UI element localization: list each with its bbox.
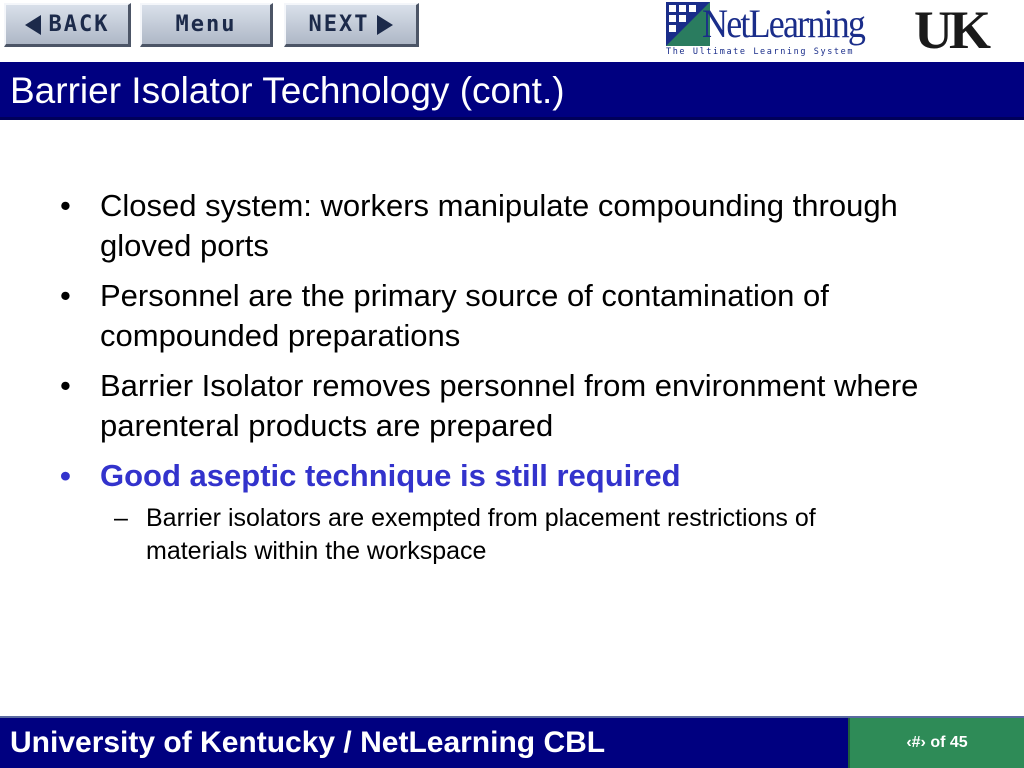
arrow-left-icon — [25, 15, 41, 35]
uk-logo: UK — [914, 0, 987, 60]
arrow-right-icon — [377, 15, 393, 35]
page-indicator — [848, 718, 1024, 768]
bullet-item — [0, 366, 920, 446]
bullet-text: Closed system: workers manipulate compounding through gloved ports — [100, 188, 898, 263]
bullet-item-highlighted — [0, 456, 920, 496]
page-indicator-text: ‹#› of 45 — [906, 734, 968, 751]
back-button-label: BACK — [48, 12, 110, 37]
bullet-dot-icon: • — [60, 368, 71, 403]
title-bar — [0, 62, 1024, 120]
bullet-text: Barrier Isolator removes personnel from environment where parenteral products are prepared — [100, 368, 919, 443]
bullet-item — [0, 186, 920, 266]
bullet-item — [0, 276, 920, 356]
netlearning-tagline: The Ultimate Learning System — [666, 47, 855, 57]
sub-bullet-text: Barrier isolators are exempted from placement restrictions of materials within the workspace — [146, 504, 816, 565]
sub-bullet-item — [0, 502, 916, 568]
bullet-dot-icon: • — [60, 458, 71, 493]
back-button[interactable] — [4, 3, 131, 47]
next-button[interactable] — [284, 3, 419, 47]
netlearning-wordmark: NetLearning — [702, 1, 865, 46]
footer-bar — [0, 716, 1024, 768]
slide-content — [0, 186, 1024, 568]
next-button-label: NEXT — [308, 12, 370, 37]
footer-text: University of Kentucky / NetLearning CBL — [10, 726, 606, 759]
bullet-text: Personnel are the primary source of contamination of compounded preparations — [100, 278, 829, 353]
sub-bullet-dash-icon: – — [114, 504, 128, 532]
slide-title: Barrier Isolator Technology (cont.) — [10, 70, 565, 111]
netlearning-logo — [664, 0, 874, 60]
bullet-dot-icon: • — [60, 278, 71, 313]
bullet-dot-icon: • — [60, 188, 71, 223]
menu-button[interactable] — [140, 3, 273, 47]
menu-button-label: Menu — [175, 12, 237, 37]
bullet-text: Good aseptic technique is still required — [100, 458, 681, 493]
